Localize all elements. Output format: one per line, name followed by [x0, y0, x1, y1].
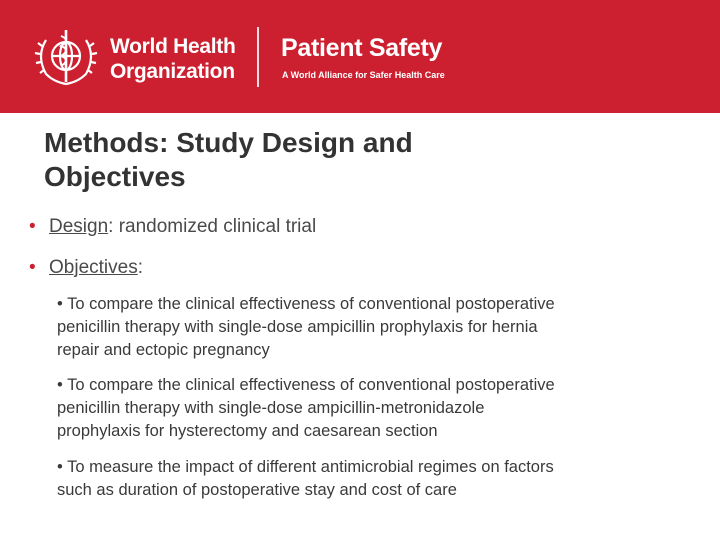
bullet-objectives	[29, 256, 143, 280]
objective-item-2	[57, 374, 677, 443]
org-name-line2: Organization	[110, 60, 235, 83]
header-banner	[0, 0, 720, 113]
objective-item-3	[57, 456, 677, 502]
org-name-line1: World Health	[110, 35, 236, 58]
design-term: Design	[49, 216, 109, 237]
objectives-term: Objectives	[49, 257, 138, 278]
design-sep: :	[108, 216, 114, 237]
header-divider	[257, 27, 259, 87]
design-text: randomized clinical trial	[113, 216, 317, 237]
objective-item-line: prophylaxis for hysterectomy and caesarean section	[57, 422, 438, 440]
org-name	[110, 34, 236, 84]
objective-item-line: • To compare the clinical effectiveness of conventional postoperative	[57, 376, 555, 394]
objective-item-line: • To compare the clinical effectiveness of conventional postoperative	[57, 295, 555, 313]
objective-item-line: repair and ectopic pregnancy	[57, 341, 270, 359]
program-title: Patient Safety	[281, 34, 443, 62]
program-tagline: A World Alliance for Safer Health Care	[282, 70, 445, 80]
objective-item-line: such as duration of postoperative stay and cost of care	[57, 481, 457, 499]
slide-title	[44, 126, 664, 194]
bullet-marker: •	[29, 216, 36, 237]
objective-item-line: penicillin therapy with single-dose ampicillin-metronidazole	[57, 399, 485, 417]
bullet-design	[29, 215, 316, 239]
objective-item-line: penicillin therapy with single-dose ampicillin prophylaxis for hernia	[57, 318, 538, 336]
objective-item-line: • To measure the impact of different antimicrobial regimes on factors	[57, 458, 554, 476]
bullet-marker: •	[29, 257, 36, 278]
objective-item-1	[57, 293, 677, 362]
slide-title-line2: Objectives	[44, 161, 186, 192]
objectives-sep: :	[137, 257, 143, 278]
who-emblem-icon	[28, 24, 104, 88]
slide-title-line1: Methods: Study Design and	[44, 127, 413, 158]
